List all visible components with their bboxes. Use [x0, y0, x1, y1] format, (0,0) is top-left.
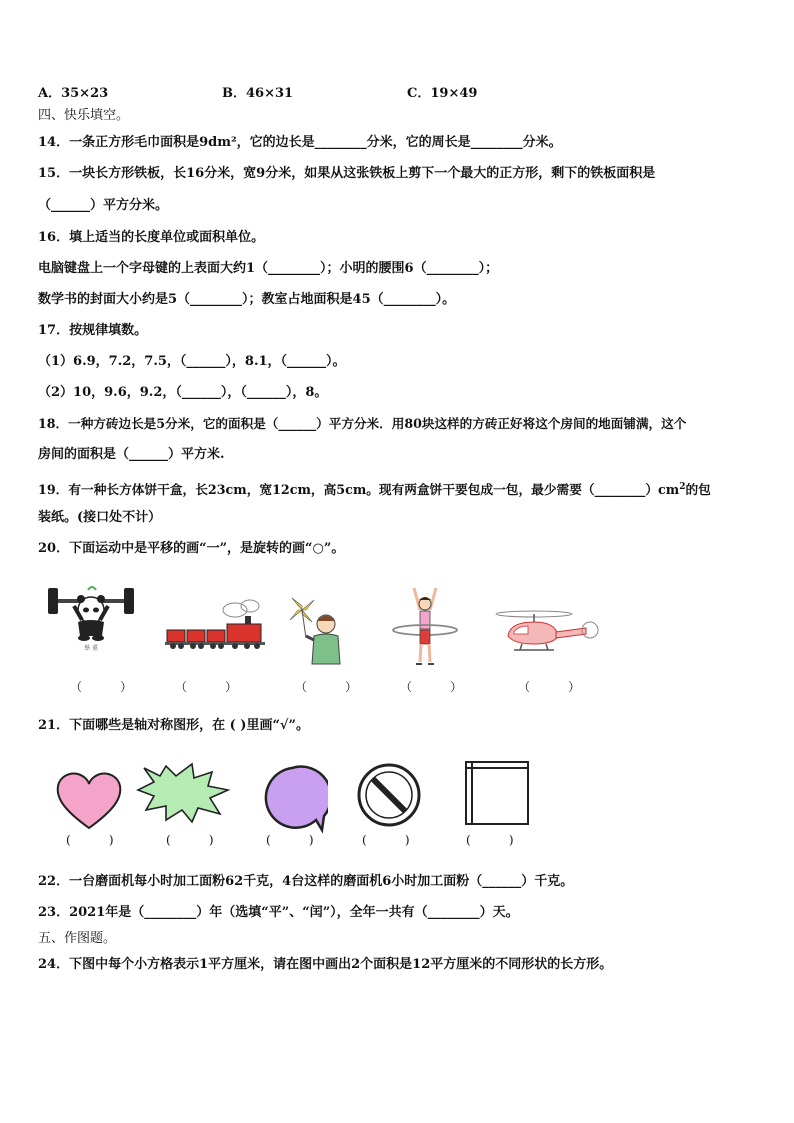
q20-blank-4[interactable]: （ ） — [400, 680, 463, 694]
speech-bubble-path — [266, 767, 328, 830]
question-15-line1: 15．一块长方形铁板，长16分米，宽9分米，如果从这张铁板上剪下一个最大的正方形，剩下的铁板面积是 — [38, 166, 656, 181]
question-20-title: 20．下面运动中是平移的画“一”，是旋转的画“○”。 — [38, 541, 345, 556]
q20-blank-3[interactable]: （ ） — [295, 680, 358, 694]
option-c: C．19×49 — [407, 86, 478, 101]
heart-path — [58, 774, 121, 829]
question-19-text: 19．有一种长方体饼干盒，长23cm，宽12cm，高5cm。现有两盒饼干要包成一包，最少需要（________）cm — [38, 482, 680, 498]
q21-blank-5[interactable]: ( ) — [466, 833, 514, 847]
helicopter-tail — [556, 628, 586, 638]
weightlifting-caption: 举 重 — [84, 645, 98, 652]
question-18-line2: 房间的面积是（______）平方米. — [38, 447, 225, 462]
q20-blank-2[interactable]: （ ） — [175, 680, 238, 694]
question-21-title: 21．下面哪些是轴对称图形，在 ( )里画“√”。 — [38, 718, 309, 733]
boy-body — [312, 634, 340, 664]
train-figure — [165, 598, 269, 654]
q21-blank-1[interactable]: ( ) — [66, 833, 114, 847]
barbell-plate-left — [48, 588, 58, 614]
question-22: 22．一台磨面机每小时加工面粉62千克，4台这样的磨面机6小时加工面粉（______）千克。 — [38, 874, 574, 889]
q21-blank-3[interactable]: ( ) — [266, 833, 314, 847]
question-14: 14．一条正方形毛巾面积是9dm²，它的边长是________分米，它的周长是________分米。 — [38, 135, 562, 150]
question-17-line2: （2）10，9.6，9.2，（______），（______），8。 — [38, 385, 328, 400]
train-car — [167, 630, 185, 642]
question-15-line2: （______）平方分米。 — [38, 198, 169, 213]
question-19-line1 — [38, 478, 711, 499]
question-17-title: 17．按规律填数。 — [38, 323, 148, 338]
heart-shape — [54, 770, 124, 832]
question-24: 24．下图中每个小方格表示1平方厘米，请在图中画出2个面积是12平方厘米的不同形状的长方形。 — [38, 957, 613, 972]
hula-hoop-girl-figure — [386, 584, 464, 670]
square-outer — [466, 762, 528, 824]
no-sign-slash — [373, 779, 405, 811]
question-23: 23．2021年是（________）年（选填“平”、“闰”），全年一共有（________）天。 — [38, 905, 519, 920]
helicopter-skids — [514, 644, 554, 650]
option-b: B．46×31 — [222, 86, 294, 101]
weightlifting-panda-figure — [44, 580, 140, 652]
burst-shape — [136, 762, 232, 824]
question-18-line1: 18．一种方砖边长是5分米，它的面积是（______）平方分米．用80块这样的方砖正好将这个房间的地面铺满，这个 — [38, 416, 687, 431]
section-heading-4: 四、快乐填空。 — [38, 108, 130, 123]
pinwheel-boy-figure — [288, 594, 352, 670]
question-16-title: 16．填上适当的长度单位或面积单位。 — [38, 230, 265, 245]
question-19-text-end: 的包 — [685, 482, 711, 498]
q21-blank-4[interactable]: ( ) — [362, 833, 410, 847]
question-16-line2: 数学书的封面大小约是5（________）；教室占地面积是45（________）。 — [38, 292, 456, 307]
question-16-line1: 电脑键盘上一个字母键的上表面大约1（________）；小明的腰围6（________）； — [38, 261, 499, 276]
barbell-plate-right — [124, 588, 134, 614]
section-heading-5: 五、作图题。 — [38, 931, 117, 946]
q21-blank-2[interactable]: ( ) — [166, 833, 214, 847]
burst-path — [138, 764, 228, 822]
question-19-superscript: 2 — [679, 482, 686, 492]
train-engine — [227, 624, 261, 642]
q20-blank-1[interactable]: （ ） — [70, 680, 133, 694]
speech-bubble-circle-shape — [258, 764, 328, 834]
helicopter-figure — [494, 606, 604, 664]
no-sign-shape — [354, 760, 424, 830]
square-frame-shape — [462, 758, 532, 828]
question-17-line1: （1）6.9，7.2，7.5，（______），8.1，（______）。 — [38, 354, 346, 369]
question-19-line2: 装纸。(接口处不计） — [38, 510, 162, 525]
option-a: A．35×23 — [38, 86, 109, 101]
q20-blank-5[interactable]: （ ） — [518, 680, 581, 694]
girl-shirt — [420, 611, 430, 629]
